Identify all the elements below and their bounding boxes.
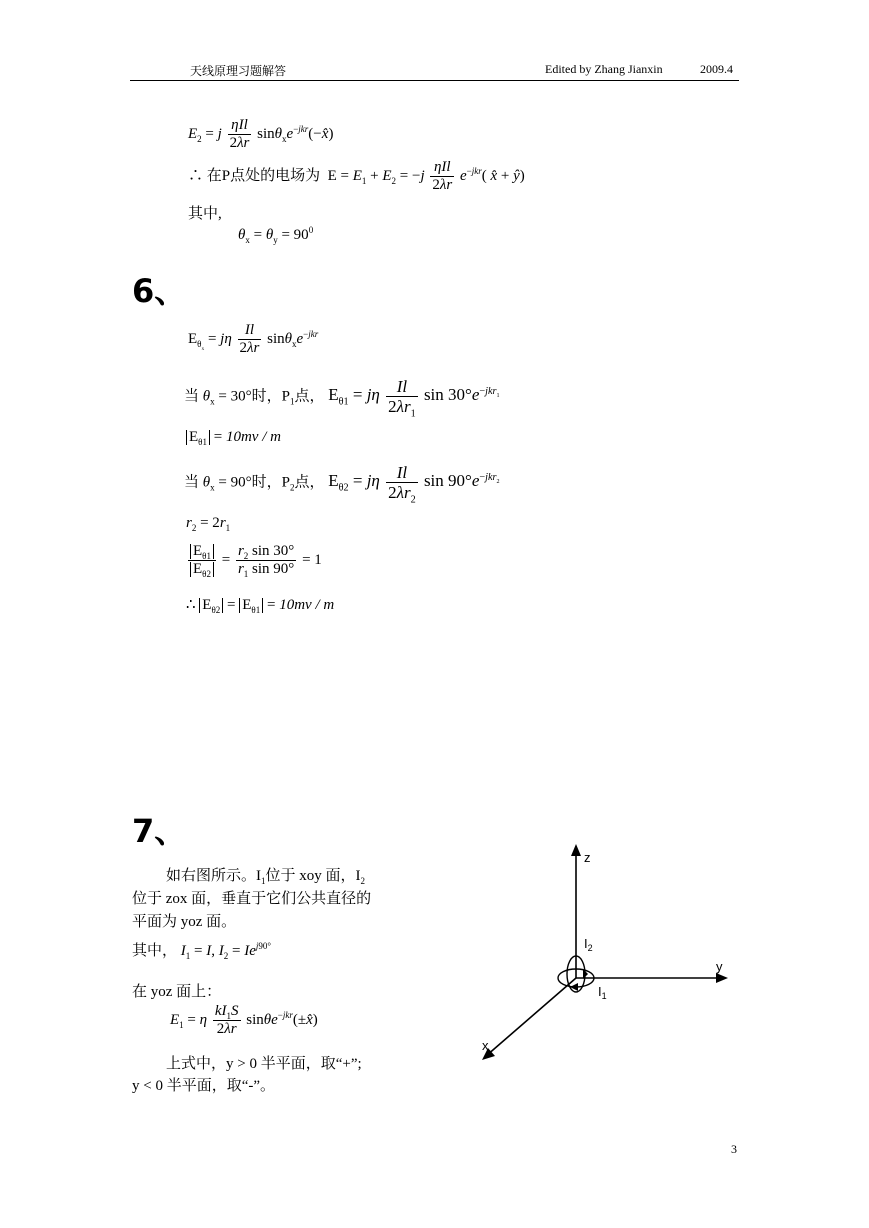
equation-e-theta-x: $E_{\theta_x} = j\eta$ $\frac{Il}{2\lambda r}$ $\sin\theta_xe^{-jkr}$ — [188, 322, 319, 356]
section-6-heading: 6、 — [132, 272, 187, 310]
header-title: 天线原理习题解答 — [190, 64, 287, 78]
therefore-text: ∴ 在P点处的电场为 — [188, 167, 321, 184]
equation-currents: 其中， $I_1 = I$, $I_2 = Ie^{j90^\circ}$ — [132, 941, 271, 961]
z-arrow — [571, 844, 581, 856]
equation-theta: $\theta_x = \theta_y = 90^0$ — [238, 225, 314, 245]
equation-e1-loop: $E_1 = \eta$ $\frac{kI_1S}{2\lambda r}$ sinθe$^{-jkr}$(±x̂) — [170, 1003, 318, 1037]
equation-ratio: $\frac{E_{\theta 1}}{E_{\theta 2}}$ = $\frac{r_2 \sin 30^\circ}{r_1 \sin 90^\circ}$ = 1 — [186, 544, 322, 577]
equation-e-total: ∴ 在P点处的电场为 $E = E_1 + E_2 = -j$ $\frac{\text{ηIl}}{2\lambda r}$ $e^{-jkr}$( x̂ + ŷ) — [188, 159, 525, 193]
equation-p1: 当 $\theta_x = 30^\circ$时，$P_1$点， $E_{\theta 1} = j\eta$ $\frac{Il}{2\lambda r_1}$ $\sin 30^\circ e^{-jkr_1}$ — [184, 377, 500, 420]
i1-label: $I_1$ — [598, 984, 607, 1001]
coordinate-diagram — [470, 838, 740, 1070]
equation-final: ∴ $E_{\theta 2} = E_{\theta 1} = 10mv / m$ — [186, 597, 335, 615]
equation-abs-e1: $E_{\theta 1} = 10mv / m$ — [186, 430, 281, 445]
section-7-heading: 7、 — [132, 812, 187, 850]
header-date: 2009.4 — [700, 62, 733, 76]
i2-label: $I_2$ — [584, 936, 593, 953]
x-label: x — [482, 1038, 489, 1053]
on-plane-text: 在 yoz 面上： — [132, 984, 222, 1000]
z-label: z — [584, 850, 591, 865]
header-editor: Edited by Zhang Jianxin — [545, 62, 663, 76]
y-label: y — [716, 959, 723, 974]
x-axis — [486, 978, 576, 1056]
equation-e2: $E_2 = j$ $\frac{\text{ηIl}}{2\lambda r}$ $\sin\theta_xe^{-jkr}(-x̂)$ — [188, 117, 334, 151]
section-7-para-line2: 位于 zox 面，垂直于它们公共直径的 — [132, 891, 372, 907]
page-number: 3 — [731, 1142, 737, 1156]
note-line2: y < 0 半平面，取“-”。 — [132, 1078, 276, 1094]
equation-p2: 当 $\theta_x = 90^\circ$时，$P_2$点， $E_{\theta 2} = j\eta$ $\frac{Il}{2\lambda r_2}$ $\sin 90^\circ e^{-jkr_2}$ — [184, 463, 500, 506]
where-text: 其中, — [188, 206, 222, 222]
section-7-para-line3: 平面为 yoz 面。 — [132, 914, 237, 930]
note-line1: 上式中，y > 0 半平面，取“+”; — [166, 1056, 362, 1072]
equation-r2: $r_2 = 2r_1$ — [186, 515, 231, 533]
section-7-para-line1: 如右图所示。$I_1$位于 xoy 面，$I_2$ — [166, 868, 365, 886]
header-rule — [130, 80, 739, 81]
y-arrow — [716, 973, 728, 983]
